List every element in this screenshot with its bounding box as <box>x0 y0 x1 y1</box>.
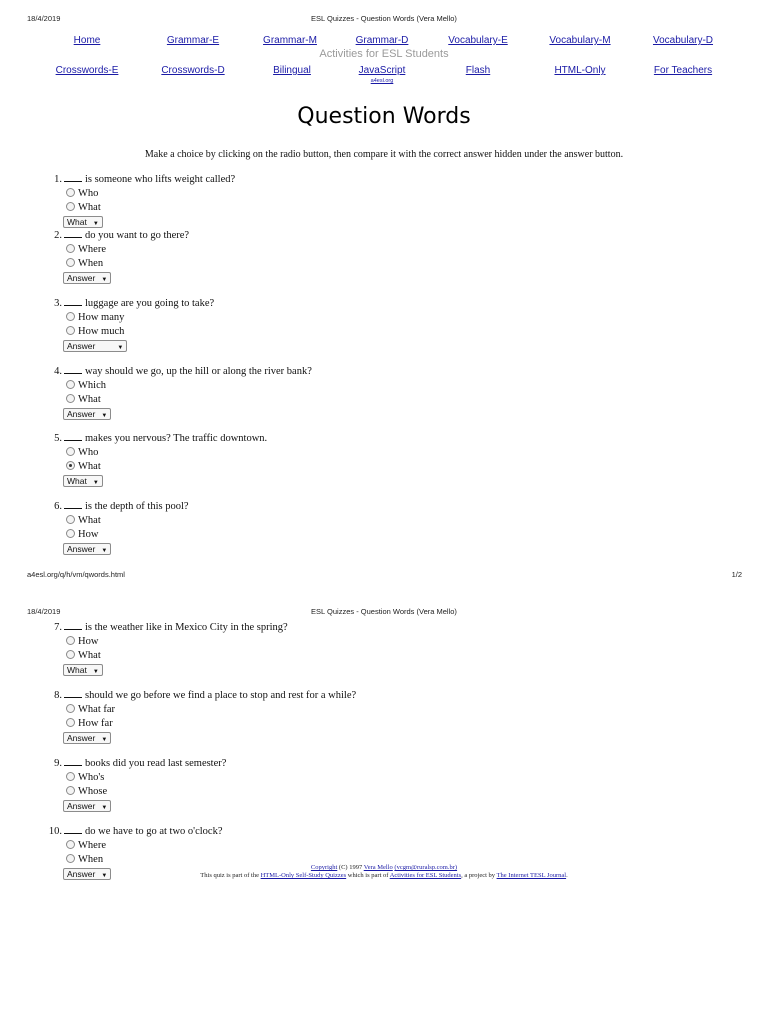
dropdown-arrow-icon: ▼ <box>92 221 99 227</box>
dropdown-arrow-icon: ▼ <box>101 873 108 879</box>
answer-blank <box>64 689 82 698</box>
select-value: Answer <box>67 544 96 554</box>
print-date: 18/4/2019 <box>27 607 61 616</box>
nav-link-for-teachers[interactable]: For Teachers <box>653 65 713 76</box>
radio-button[interactable] <box>66 258 75 267</box>
nav-link-vocabulary-e[interactable]: Vocabulary-E <box>448 35 508 46</box>
question-number: 8. <box>54 690 62 701</box>
answer-blank <box>64 229 82 238</box>
credits-line-2 <box>0 872 768 880</box>
question-number: 4. <box>54 366 62 377</box>
credits-text: which is part of <box>346 872 390 879</box>
radio-button[interactable] <box>66 188 75 197</box>
answer-select-3[interactable] <box>63 340 127 352</box>
question-text: books did you read last semester? <box>85 758 227 769</box>
nav-link-grammar-e[interactable]: Grammar-E <box>166 35 220 46</box>
radio-button[interactable] <box>66 529 75 538</box>
question-2 <box>40 229 720 284</box>
select-value: Answer <box>67 273 96 283</box>
question-number: 6. <box>54 501 62 512</box>
radio-button[interactable] <box>66 786 75 795</box>
radio-button[interactable] <box>66 447 75 456</box>
question-text: makes you nervous? The traffic downtown. <box>85 433 268 444</box>
answer-blank <box>64 173 82 182</box>
dropdown-arrow-icon: ▼ <box>101 548 108 554</box>
print-url: a4esl.org/q/h/vm/qwords.html <box>27 570 125 579</box>
nav-row-2 <box>0 65 768 84</box>
nav-site-name: Activities for ESL Students <box>319 48 449 60</box>
select-value: What <box>67 217 87 227</box>
radio-button[interactable] <box>66 650 75 659</box>
option-7b[interactable] <box>40 649 720 663</box>
option-5b[interactable] <box>40 460 720 474</box>
option-label: What <box>78 202 101 213</box>
question-3 <box>40 297 720 352</box>
radio-button[interactable] <box>66 515 75 524</box>
answer-select-4[interactable] <box>63 408 111 420</box>
select-value: Answer <box>67 409 96 419</box>
question-9 <box>40 757 720 812</box>
question-number: 7. <box>54 622 62 633</box>
question-text: is someone who lifts weight called? <box>85 174 236 185</box>
select-value: Answer <box>67 341 96 351</box>
instructions: Make a choice by clicking on the radio button, then compare it with the correct answer hidden under the answer button. <box>144 149 624 160</box>
tesl-journal-link[interactable]: The Internet TESL Journal <box>496 872 567 879</box>
select-value: Answer <box>67 801 96 811</box>
radio-button[interactable] <box>66 840 75 849</box>
radio-button[interactable] <box>66 772 75 781</box>
nav-link-crosswords-e[interactable]: Crosswords-E <box>55 65 119 76</box>
option-label: How <box>78 529 99 540</box>
question-4 <box>40 365 720 420</box>
radio-button[interactable] <box>66 394 75 403</box>
nav-link-grammar-m[interactable]: Grammar-M <box>263 35 317 46</box>
question-number: 2. <box>54 230 62 241</box>
question-1 <box>40 173 720 228</box>
option-label: How far <box>78 718 113 729</box>
option-9a[interactable] <box>40 771 720 785</box>
answer-select-8[interactable] <box>63 732 111 744</box>
dropdown-arrow-icon: ▼ <box>92 480 99 486</box>
answer-select-1[interactable] <box>63 216 103 228</box>
select-value: Answer <box>67 733 96 743</box>
option-label: Whose <box>78 786 108 797</box>
quizzes-link[interactable]: HTML-Only Self-Study Quizzes <box>260 872 347 879</box>
answer-blank <box>64 757 82 766</box>
answer-blank <box>64 297 82 306</box>
select-value: What <box>67 476 87 486</box>
print-date: 18/4/2019 <box>27 14 61 23</box>
option-label: Which <box>78 380 106 391</box>
question-5 <box>40 432 720 487</box>
credits-text: . <box>566 872 568 879</box>
option-label: How <box>78 636 99 647</box>
option-3a[interactable] <box>40 311 720 325</box>
radio-button[interactable] <box>66 636 75 645</box>
dropdown-arrow-icon: ▼ <box>101 277 108 283</box>
option-1a[interactable] <box>40 187 720 201</box>
email-link[interactable]: (vcgm@ruralsp.com.br) <box>394 864 458 871</box>
answer-select-5[interactable] <box>63 475 103 487</box>
option-3b[interactable] <box>40 325 720 339</box>
option-2b[interactable] <box>40 257 720 271</box>
option-4a[interactable] <box>40 379 720 393</box>
question-6 <box>40 500 720 555</box>
print-page-number: 1/2 <box>731 570 742 579</box>
answer-select-6[interactable] <box>63 543 111 555</box>
option-label: Where <box>78 840 106 851</box>
radio-button[interactable] <box>66 380 75 389</box>
option-label: When <box>78 854 104 865</box>
option-label: What <box>78 650 101 661</box>
option-label: What <box>78 515 101 526</box>
answer-blank <box>64 621 82 630</box>
credits-text: , a project by <box>461 872 497 879</box>
radio-button[interactable] <box>66 202 75 211</box>
question-text: luggage are you going to take? <box>85 298 215 309</box>
print-header-page-2 <box>0 607 768 621</box>
question-8 <box>40 689 720 744</box>
option-2a[interactable] <box>40 243 720 257</box>
option-label: How many <box>78 312 125 323</box>
dropdown-arrow-icon: ▼ <box>92 669 99 675</box>
dropdown-arrow-icon: ▼ <box>101 805 108 811</box>
nav-link-grammar-d[interactable]: Grammar-D <box>355 35 409 46</box>
option-label: Who <box>78 447 99 458</box>
option-5a[interactable] <box>40 446 720 460</box>
question-text: do you want to go there? <box>85 230 190 241</box>
question-text: do we have to go at two o'clock? <box>85 826 223 837</box>
radio-button[interactable] <box>66 704 75 713</box>
option-label: Who's <box>78 772 105 783</box>
nav-link-a4esl[interactable]: a4esl.org <box>370 78 394 84</box>
print-header <box>0 14 768 28</box>
print-doc-title: ESL Quizzes - Question Words (Vera Mello) <box>311 14 457 23</box>
nav-row-1 <box>0 35 768 49</box>
option-10a[interactable] <box>40 839 720 853</box>
option-8a[interactable] <box>40 703 720 717</box>
option-1b[interactable] <box>40 201 720 215</box>
option-4b[interactable] <box>40 393 720 407</box>
nav-link-vocabulary-m[interactable]: Vocabulary-M <box>549 35 611 46</box>
answer-select-9[interactable] <box>63 800 111 812</box>
option-label: How much <box>78 326 125 337</box>
credits-line-1 <box>0 864 768 872</box>
nav-link-javascript[interactable]: JavaScript <box>358 65 406 76</box>
page-title: Question Words <box>297 104 471 129</box>
radio-button[interactable] <box>66 326 75 335</box>
question-7 <box>40 621 720 676</box>
question-text: is the weather like in Mexico City in the spring? <box>85 622 288 633</box>
option-9b[interactable] <box>40 785 720 799</box>
question-number: 3. <box>54 298 62 309</box>
select-value: What <box>67 665 87 675</box>
nav-link-bilingual[interactable]: Bilingual <box>273 65 311 76</box>
copyright-text: (C) 1997 <box>337 864 364 871</box>
answer-select-2[interactable] <box>63 272 111 284</box>
credits-text: This quiz is part of the <box>200 872 261 879</box>
nav-link-flash[interactable]: Flash <box>465 65 491 76</box>
question-number: 10. <box>48 826 62 837</box>
nav-link-crosswords-d[interactable]: Crosswords-D <box>161 65 225 76</box>
radio-button[interactable] <box>66 854 75 863</box>
activities-link[interactable]: Activities for ESL Students <box>389 872 462 879</box>
question-number: 1. <box>54 174 62 185</box>
dropdown-arrow-icon: ▼ <box>101 737 108 743</box>
nav-link-home[interactable]: Home <box>73 35 101 46</box>
nav-link-vocabulary-d[interactable]: Vocabulary-D <box>652 35 714 46</box>
radio-button[interactable] <box>66 718 75 727</box>
option-label: When <box>78 258 104 269</box>
dropdown-arrow-icon: ▼ <box>101 413 108 419</box>
answer-select-7[interactable] <box>63 664 103 676</box>
author-link[interactable]: Vera Mello <box>363 864 393 871</box>
option-8b[interactable] <box>40 717 720 731</box>
question-text: way should we go, up the hill or along the river bank? <box>85 366 312 377</box>
option-label: Who <box>78 188 99 199</box>
copyright-link[interactable]: Copyright <box>310 864 338 871</box>
print-doc-title: ESL Quizzes - Question Words (Vera Mello) <box>311 607 457 616</box>
answer-blank <box>64 500 82 509</box>
option-6b[interactable] <box>40 528 720 542</box>
radio-button-selected[interactable] <box>66 461 75 470</box>
nav-link-html-only[interactable]: HTML-Only <box>554 65 606 76</box>
option-label: Where <box>78 244 106 255</box>
question-text: should we go before we find a place to stop and rest for a while? <box>85 690 357 701</box>
credits <box>0 864 768 880</box>
option-label: What far <box>78 704 116 715</box>
question-number: 5. <box>54 433 62 444</box>
radio-button[interactable] <box>66 312 75 321</box>
option-label: What <box>78 394 101 405</box>
select-value: Answer <box>67 869 96 879</box>
answer-blank <box>64 432 82 441</box>
option-7a[interactable] <box>40 635 720 649</box>
radio-button[interactable] <box>66 244 75 253</box>
answer-blank <box>64 825 82 834</box>
option-6a[interactable] <box>40 514 720 528</box>
answer-blank <box>64 365 82 374</box>
option-label: What <box>78 461 101 472</box>
question-number: 9. <box>54 758 62 769</box>
dropdown-arrow-icon: ▼ <box>117 345 124 351</box>
question-text: is the depth of this pool? <box>85 501 189 512</box>
